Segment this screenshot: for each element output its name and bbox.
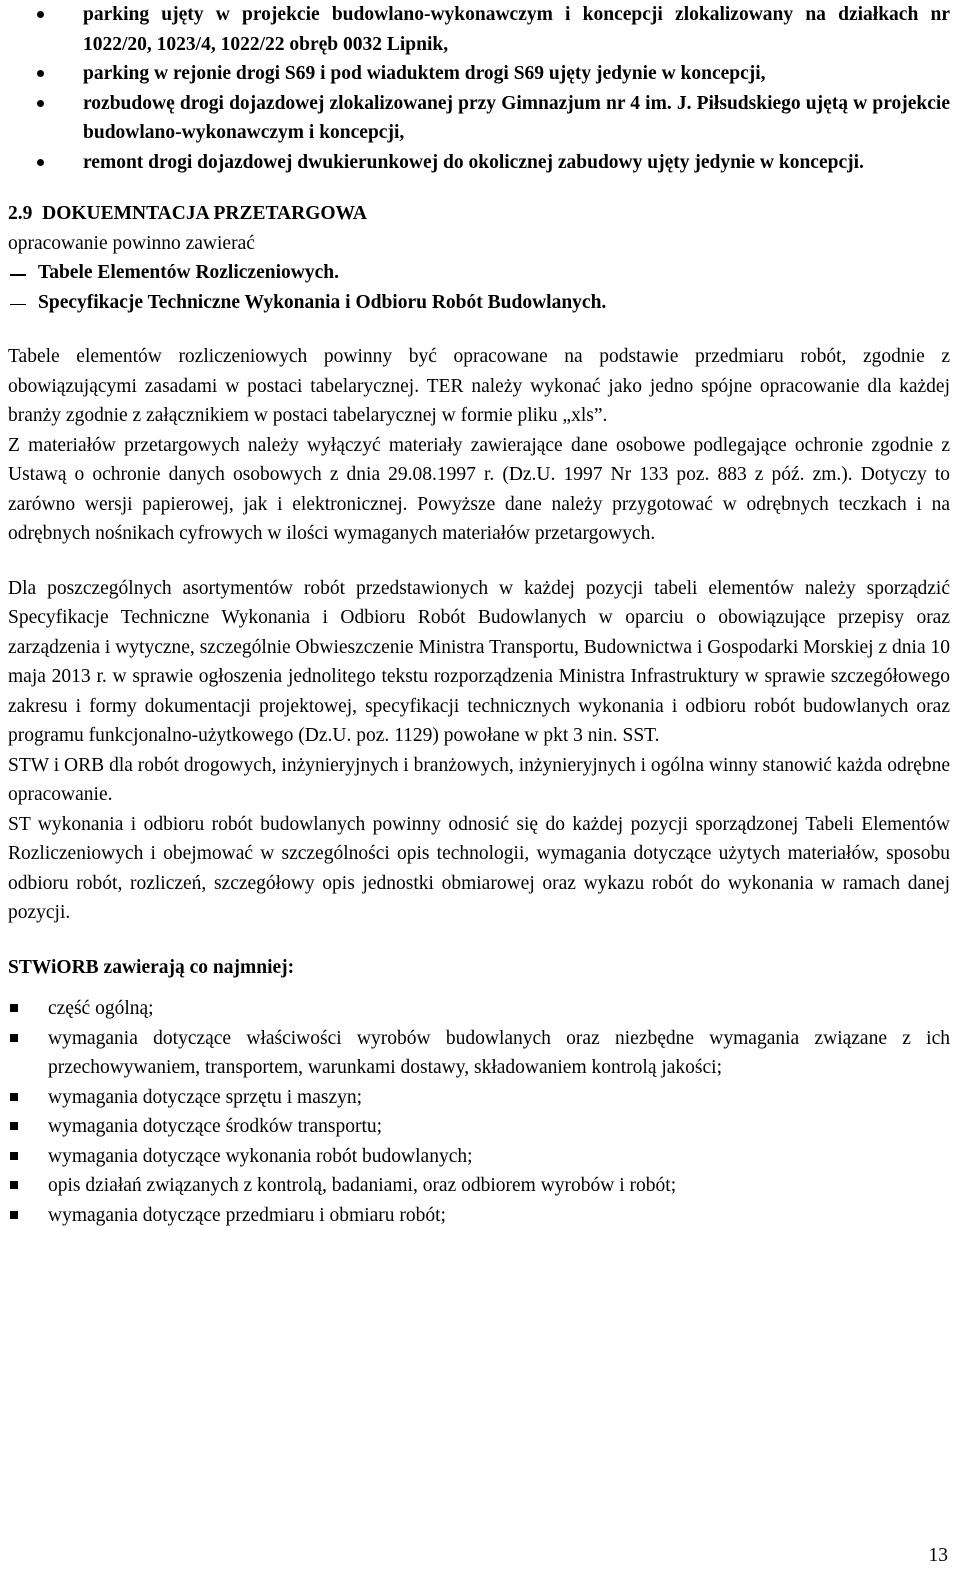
bullet-list-scope [8,0,950,177]
section-intro: opracowanie powinno zawierać [8,232,255,254]
list-item: wymagania dotyczące właściwości wyrobów budowlanych oraz niezbędne wymagania związane z ich przechowywaniem, transportem, warunkami dostawy, składowaniem kontrolą jakości; [8,1024,950,1083]
list-item: wymagania dotyczące przedmiaru i obmiaru robót; [8,1201,950,1231]
paragraph: Z materiałów przetargowych należy wyłączyć materiały zawierające dane osobowe podlegające ochronie zgodnie z Ustawą o ochronie danych osobowych z dnia 29.08.1997 r. (Dz.U. 1997 Nr 133 poz. 883 z póź. zm.). Dotyczy to zarówno wersji papierowej, jak i elektronicznej. Powyższe dane należy przygotować w odrębnych teczkach i na odrębnych nośnikach cyfrowych w ilości wymaganych materiałów przetargowych. [8,434,950,544]
list-item: Specyfikacje Techniczne Wykonania i Odbioru Robót Budowlanych. [8,288,950,318]
list-item: parking ujęty w projekcie budowlano-wykonawczym i koncepcji zlokalizowany na działkach nr 1022/20, 1023/4, 1022/22 obręb 0032 Lipnik, [8,0,950,59]
paragraph: ST wykonania i odbioru robót budowlanych powinny odnosić się do każdej pozycji sporządzonej Tabeli Elementów Rozliczeniowych i obejmować w szczególności opis technologii, wymagania dotyczące użytych materiałów, sposobu odbioru robót, rozliczeń, szczegółowy opis jednostki obmiarowej oraz wykazu robót do wykonania w ramach danej pozycji. [8,813,950,923]
list-item: część ogólną; [8,994,950,1024]
paragraph: Dla poszczególnych asortymentów robót przedstawionych w każdej pozycji tabeli elementów należy sporządzić Specyfikacje Techniczne Wykonania i Odbioru Robót Budowlanych w oparciu o obowiązujące przepisy oraz zarządzenia i wytyczne, szczególnie Obwieszczenie Ministra Transportu, Budownictwa i Gospodarki Morskiej z dnia 10 maja 2013 r. w sprawie ogłoszenia jednolitego tekstu rozporządzenia Ministra Infrastruktury w sprawie szczegółowego zakresu i formy dokumentacji projektowej, specyfikacji technicznych wykonania i odbioru robót budowlanych oraz programu funkcjonalno-użytkowego (Dz.U. poz. 1129) powołane w pkt 3 nin. SST. [8,577,950,746]
document-page [8,0,950,1230]
dash-list-contents [8,258,950,317]
square-bullet-list [8,994,950,1230]
list-item: wymagania dotyczące wykonania robót budowlanych; [8,1142,950,1172]
list-item: wymagania dotyczące środków transportu; [8,1112,950,1142]
paragraph: STW i ORB dla robót drogowych, inżynieryjnych i branżowych, inżynieryjnych i ogólna winny stanowić każda odrębne opracowanie. [8,754,950,805]
list-item: wymagania dotyczące sprzętu i maszyn; [8,1083,950,1113]
section-heading: 2.9 DOKUEMNTACJA PRZETARGOWA [8,203,367,224]
list-item: parking w rejonie drogi S69 i pod wiaduktem drogi S69 ujęty jedynie w koncepcji, [8,59,950,89]
list-item: opis działań związanych z kontrolą, badaniami, oraz odbiorem wyrobów i robót; [8,1171,950,1201]
list-item: rozbudowę drogi dojazdowej zlokalizowanej przy Gimnazjum nr 4 im. J. Piłsudskiego ujętą w projekcie budowlano-wykonawczym i koncepcji, [8,89,950,148]
list-item: Tabele Elementów Rozliczeniowych. [8,258,950,288]
stwiorb-heading: STWiORB zawierają co najmniej: [8,956,295,978]
list-item: remont drogi dojazdowej dwukierunkowej do okolicznej zabudowy ujęty jedynie w koncepcji. [8,148,950,178]
paragraph: Tabele elementów rozliczeniowych powinny być opracowane na podstawie przedmiaru robót, zgodnie z obowiązującymi zasadami w postaci tabelarycznej. TER należy wykonać jako jedno spójne opracowanie dla każdej branży zgodnie z załącznikiem w postaci tabelarycznej w formie pliku „xls”. [8,346,950,426]
page-number: 13 [928,1545,948,1566]
